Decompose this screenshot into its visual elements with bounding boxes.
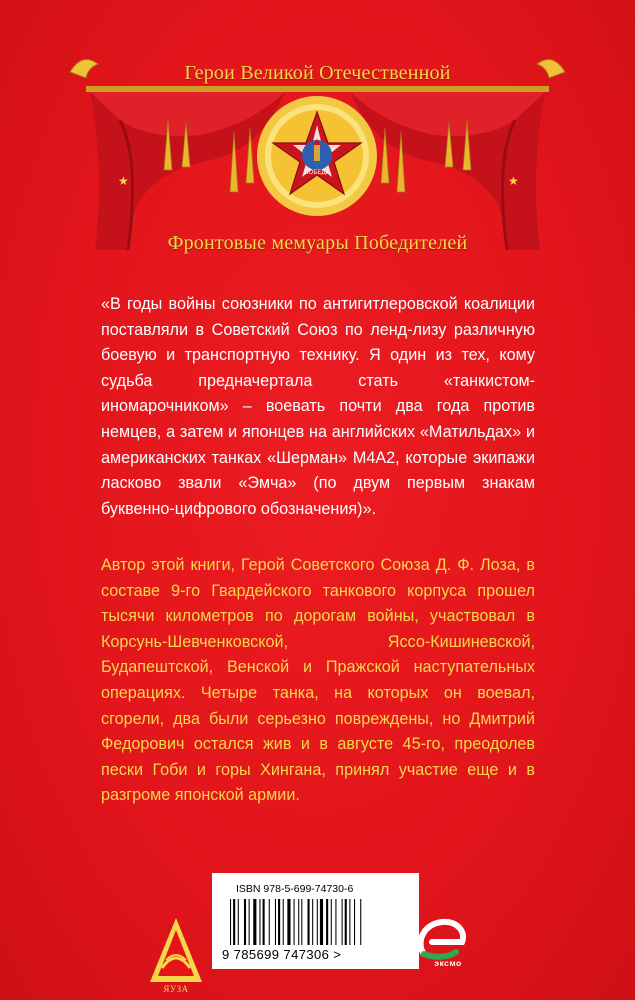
yauza-logo-icon <box>148 916 204 984</box>
book-description: Автор этой книги, Герой Советского Союза Д. Ф. Лоза, в составе 9-го Гвардейского танкового корпуса прошел тысячи километров по дорогам войны, участвовал в Корсунь-Шевченковской, Яссо-Кишиневской, Будапештской, Венской и Пражской наступательных операциях. Четыре танка, на которых он воевал, сгорели, два были серьезно повреждены, но Дмитрий Федорович остался жив и в августе 45-го, преодолев пески Гоби и горы Хингана, принял участие еще и в разгроме японской армии. <box>101 556 535 805</box>
author-quote: «В годы войны союзники по антигитлеровской коалиции поставляли в Советский Союз по ленд-лизу различную боевую и транспортную технику. Я один из тех, кому судьба предначертала стать «танкистом-иномарочником» – воевать почти два года против немцев, а затем и японцев на английских «Матильдах» и американских танках «Шерман» М4А2, которые экипажи ласково звали «Эмча» (по двум первым знакам буквенно-цифрового обозначения)». <box>101 295 535 518</box>
series-title-bottom: Фронтовые мемуары Победителей <box>167 232 468 254</box>
svg-text:ПОБЕДА: ПОБЕДА <box>304 169 330 176</box>
yauza-logo-text: ЯУЗА <box>163 984 189 994</box>
isbn-number: ISBN 978-5-699-74730-6 <box>236 883 354 895</box>
curtain-rod <box>86 86 549 92</box>
series-title-top: Герои Великой Отечественной <box>184 62 451 84</box>
order-of-victory-icon <box>257 96 377 216</box>
star-right-icon: ★ <box>508 174 519 188</box>
barcode-digits: 9 785699 747306 > <box>222 947 342 962</box>
eksmo-logo-icon <box>414 916 472 960</box>
eksmo-logo-text: эксмо <box>434 958 462 968</box>
barcode-bars <box>228 899 408 947</box>
star-left-icon: ★ <box>118 174 129 188</box>
